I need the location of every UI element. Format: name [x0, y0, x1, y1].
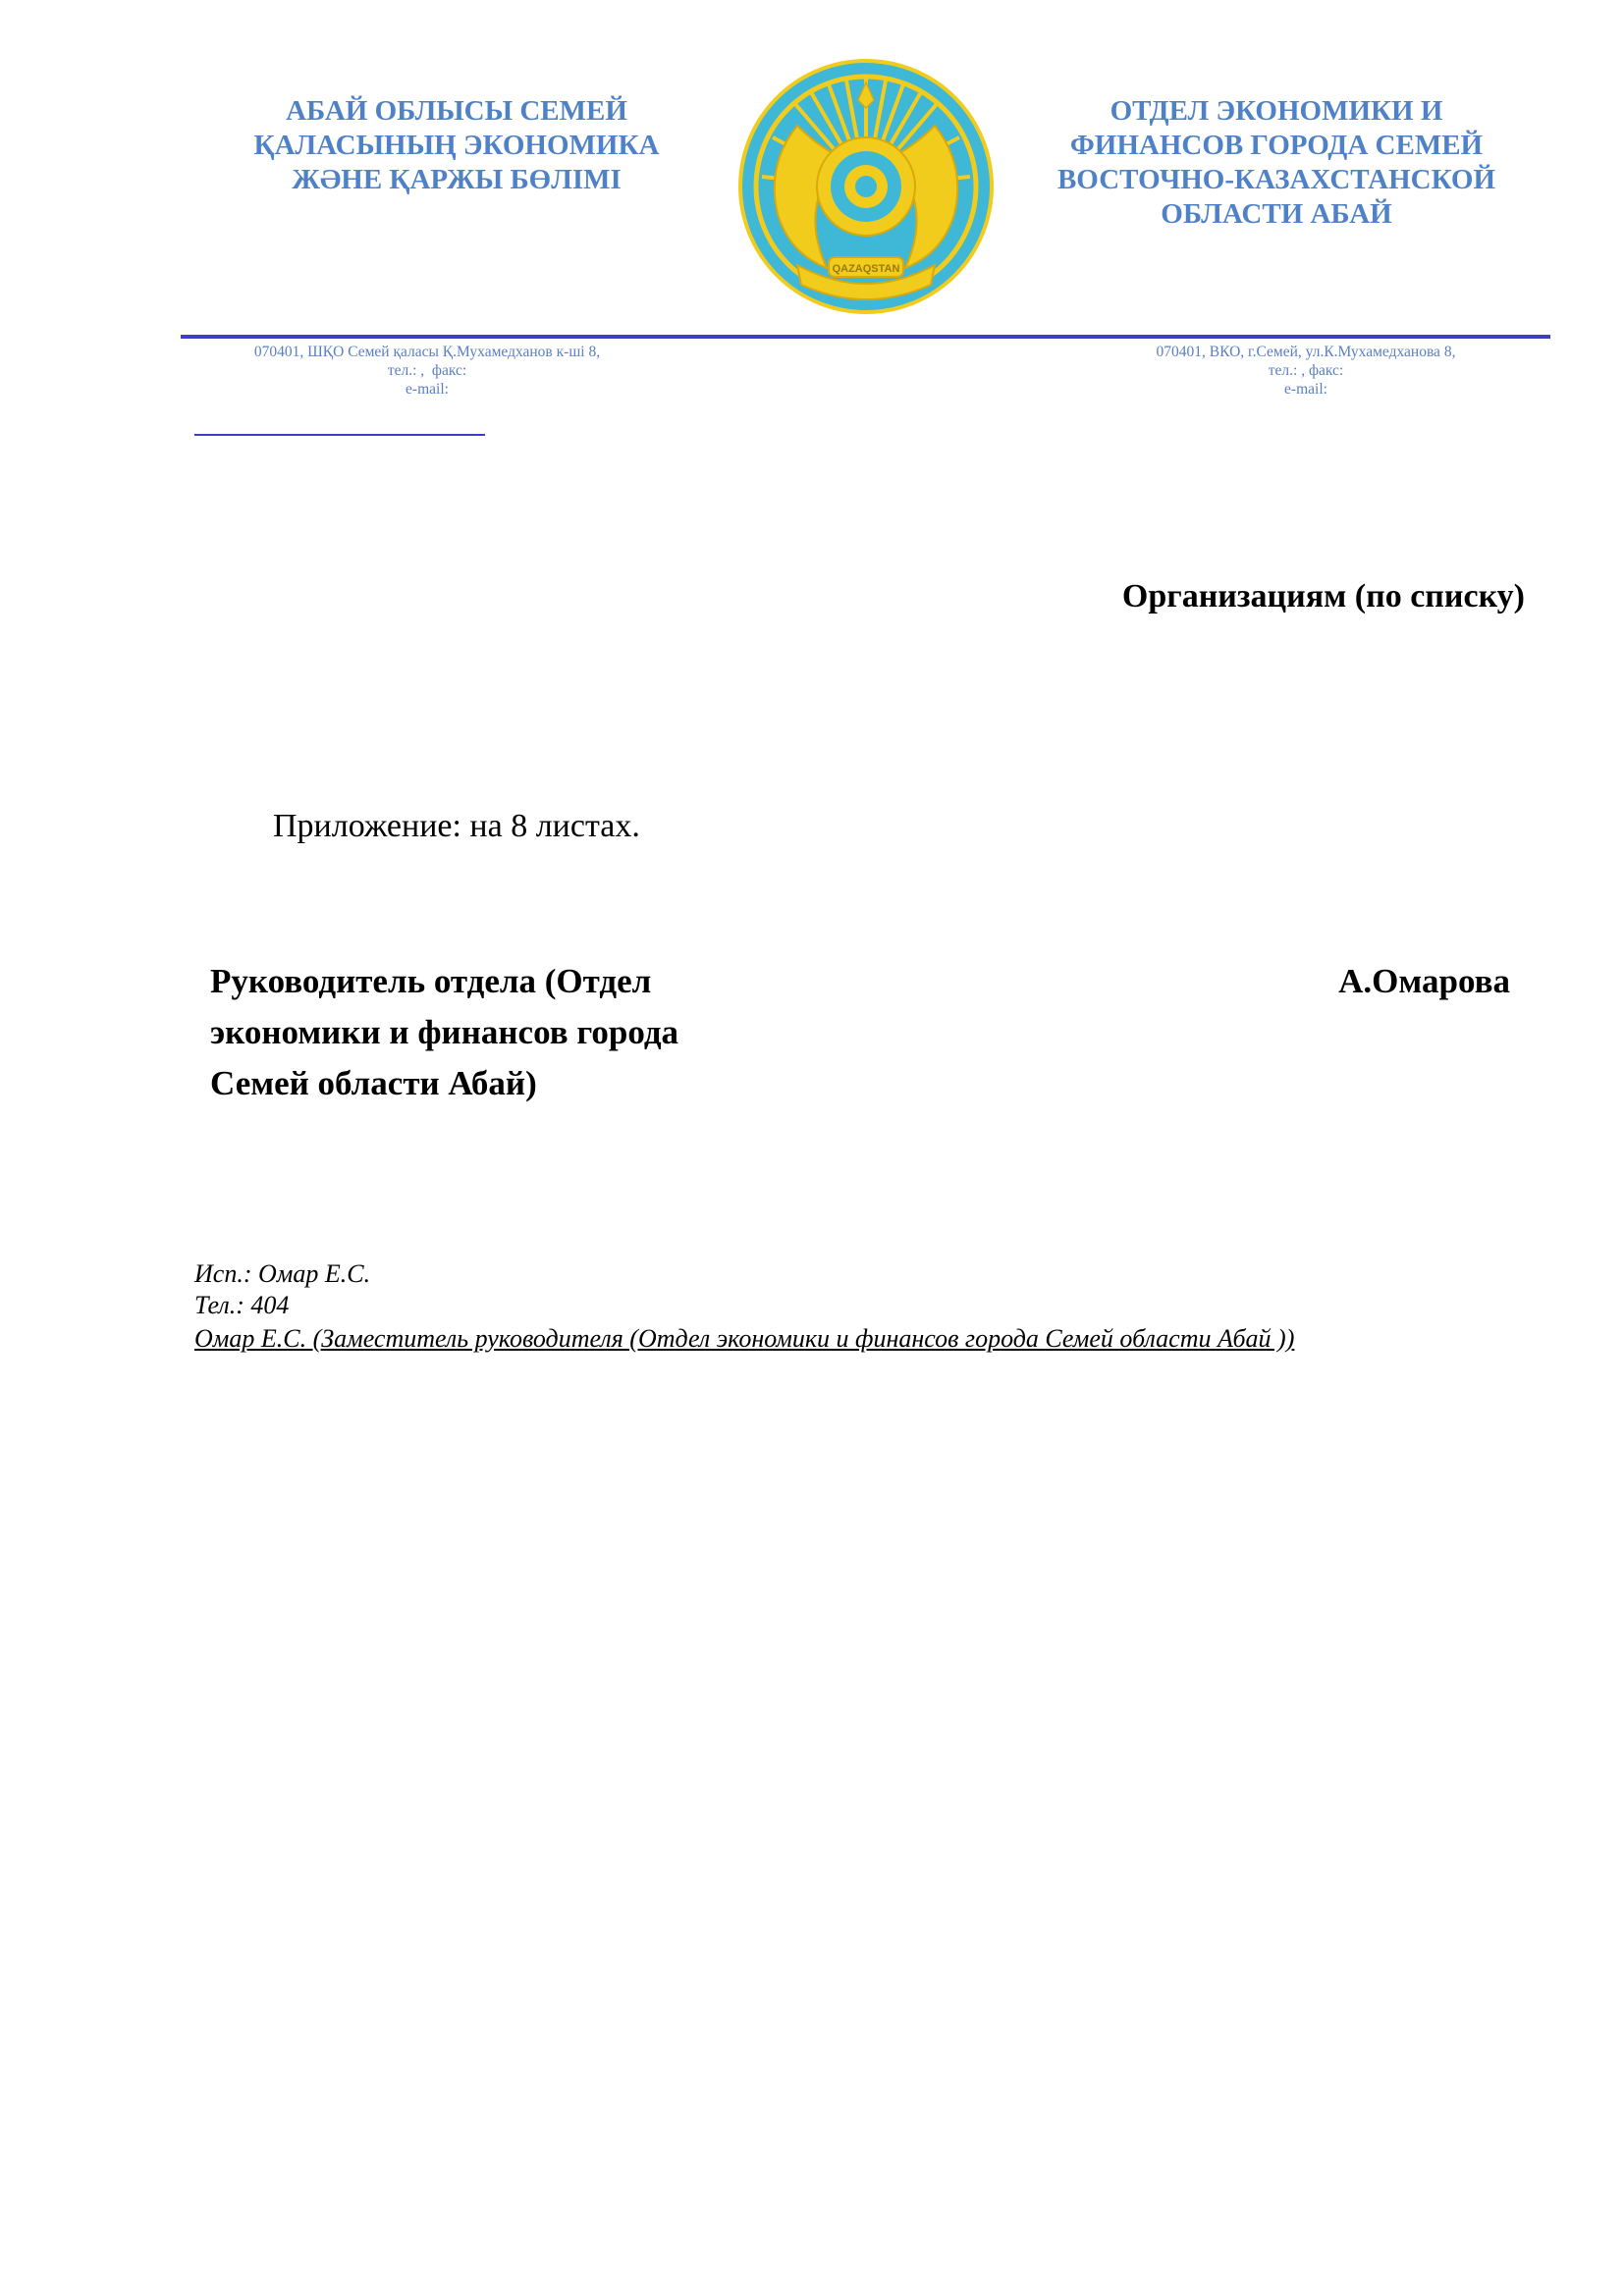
address-kazakh-line: 070401, ШҚО Семей қаласы Қ.Мухамедханов к-ші 8,: [253, 344, 601, 360]
signer-position-line: Руководитель отдела (Отдел: [210, 962, 652, 1000]
signer-position-line: экономики и финансов города: [210, 1013, 679, 1051]
address-kazakh-line: тел.: , факс:: [387, 362, 467, 379]
address-russian: [1075, 343, 1537, 399]
address-russian-line: тел.: , факс:: [1268, 362, 1344, 379]
outgoing-number-line: [194, 434, 485, 436]
address-kazakh-line: e-mail:: [406, 381, 449, 398]
digital-signature-note: Омар Е.С. (Заместитель руководителя (Отдел экономики и финансов города Семей области Абай )): [194, 1324, 1295, 1353]
header-title-russian: [1011, 94, 1542, 232]
signer-position: [210, 956, 819, 1109]
executor-phone: Тел.: 404: [194, 1291, 290, 1319]
header-title-russian-line: ОТДЕЛ ЭКОНОМИКИ И: [1110, 95, 1443, 127]
state-emblem-icon: [738, 57, 994, 317]
address-russian-line: e-mail:: [1284, 381, 1327, 398]
header-title-kazakh-line: ЖӘНЕ ҚАРЖЫ БӨЛІМІ: [292, 164, 622, 195]
attachment-note: Приложение: на 8 листах.: [273, 808, 640, 844]
emblem-text: QAZAQSTAN: [832, 263, 900, 275]
header-title-russian-line: ОБЛАСТИ АБАЙ: [1161, 198, 1392, 230]
signer-name: А.Омарова: [1338, 962, 1510, 1000]
signer-position-line: Семей области Абай): [210, 1064, 537, 1102]
header-divider: [181, 335, 1550, 339]
executor-name: Исп.: Омар Е.С.: [194, 1259, 371, 1288]
header-title-russian-line: ВОСТОЧНО-КАЗАХСТАНСКОЙ: [1056, 164, 1496, 195]
address-russian-line: 070401, ВКО, г.Семей, ул.К.Мухамедханова 8,: [1156, 344, 1456, 360]
header-title-kazakh-line: ҚАЛАСЫНЫҢ ЭКОНОМИКА: [253, 130, 660, 161]
recipient: Организациям (по списку): [1121, 578, 1525, 614]
header-title-russian-line: ФИНАНСОВ ГОРОДА СЕМЕЙ: [1069, 130, 1484, 161]
header-title-kazakh: [201, 94, 712, 197]
header-title-kazakh-line: АБАЙ ОБЛЫСЫ СЕМЕЙ: [286, 95, 627, 127]
address-kazakh: [196, 343, 658, 399]
